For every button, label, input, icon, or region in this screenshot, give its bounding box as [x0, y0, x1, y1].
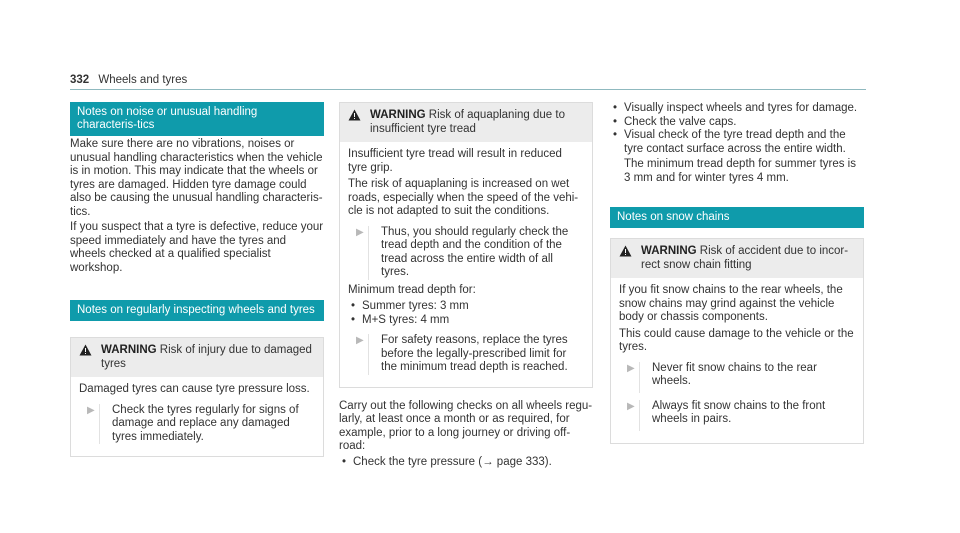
play-arrow-icon: ▶	[627, 400, 640, 431]
warning-text: Risk of injury due to damaged tyres	[101, 344, 312, 370]
play-arrow-icon: ▶	[627, 362, 640, 393]
section-heading-inspecting: Notes on regularly inspecting wheels and tyres	[70, 300, 324, 321]
warning-triangle-icon	[619, 245, 632, 257]
warning-box	[610, 238, 864, 444]
warning-text: Risk of accident due to incor-rect snow chain fitting	[641, 245, 849, 271]
column-1	[70, 102, 324, 457]
warning-body	[71, 377, 323, 456]
warning-label: WARNING	[641, 245, 697, 257]
bullet-list	[348, 300, 584, 327]
paragraph: If you fit snow chains to the rear wheels, the snow chains may grind against the vehicle body or chassis components.	[619, 284, 843, 323]
play-arrow-icon: ▶	[356, 334, 369, 375]
paragraph: The risk of aquaplaning is increased on wet roads, especially when the speed of the vehi-cle is not adapted to suit the conditions.	[348, 178, 579, 217]
action-step	[348, 226, 584, 280]
step-text: Never fit snow chains to the rear wheels.	[652, 361, 817, 387]
warning-triangle-icon	[348, 109, 361, 121]
action-step	[619, 400, 855, 431]
bullet-list	[339, 456, 593, 470]
warning-box	[339, 102, 593, 388]
warning-text: Risk of aquaplaning due to insufficient tyre tread	[370, 109, 565, 135]
warning-header	[71, 338, 323, 377]
warning-body	[611, 278, 863, 443]
paragraph: Make sure there are no vibrations, noises or unusual handling characteristics when the vehicle is in motion. This may indicate that the wheels or tyres are damaged. Hidden tyre damage could also be causing the unusual handling characteris-tics.	[70, 138, 323, 218]
step-text: Check the tyres regularly for signs of damage and replace any damaged tyres immediately.	[112, 403, 299, 443]
warning-header	[611, 239, 863, 278]
play-arrow-icon: ▶	[87, 404, 100, 445]
play-arrow-icon: ▶	[356, 226, 369, 280]
section-heading-snow-chains: Notes on snow chains	[610, 207, 864, 228]
page-number: 332	[70, 74, 90, 86]
warning-label: WARNING	[370, 109, 426, 121]
action-step	[79, 404, 315, 445]
paragraph: Damaged tyres can cause tyre pressure loss.	[79, 383, 310, 395]
step-text: Thus, you should regularly check the tread depth and the condition of the tread across the entire width of all tyres.	[381, 225, 569, 278]
list-item: • Summer tyres: 3 mm	[348, 300, 584, 314]
list-item: • Check the tyre pressure (→ page 333).	[339, 456, 593, 470]
warning-header	[340, 103, 592, 142]
list-item: • M+S tyres: 4 mm	[348, 314, 584, 328]
bullet-list	[610, 102, 864, 156]
page-header	[70, 74, 187, 86]
page-title: Wheels and tyres	[98, 74, 188, 86]
warning-triangle-icon	[79, 344, 92, 356]
header-divider	[70, 89, 866, 90]
warning-box	[70, 337, 324, 457]
column-2	[339, 102, 593, 471]
paragraph: This could cause damage to the vehicle or the tyres.	[619, 327, 854, 353]
section-heading-noise: Notes on noise or unusual handling characteris-tics	[70, 102, 324, 136]
warning-label: WARNING	[101, 344, 157, 356]
paragraph: If you suspect that a tyre is defective, reduce your speed immediately and have the tyres and wheels checked at a qualified specialist workshop.	[70, 221, 324, 274]
paragraph: Carry out the following checks on all wheels regu-larly, at least once a month or as required, for example, prior to a long journey or driving off-road:	[339, 399, 593, 452]
paragraph: Insufficient tyre tread will result in reduced tyre grip.	[348, 148, 562, 174]
action-step	[348, 334, 584, 375]
paragraph: The minimum tread depth for summer tyres is 3 mm and for winter tyres 4 mm.	[624, 158, 856, 184]
warning-body	[340, 142, 592, 387]
step-text: For safety reasons, replace the tyres before the legally-prescribed limit for the minimum tread depth is reached.	[381, 334, 568, 373]
paragraph: Minimum tread depth for:	[348, 283, 476, 296]
action-step	[619, 362, 855, 393]
list-item: • Visual check of the tyre tread depth and the tyre contact surface across the entire width.	[610, 129, 864, 156]
list-item: • Visually inspect wheels and tyres for damage.	[610, 102, 864, 116]
column-3	[610, 102, 864, 444]
list-item: • Check the valve caps.	[610, 116, 864, 130]
step-text: Always fit snow chains to the front wheels in pairs.	[652, 399, 826, 425]
